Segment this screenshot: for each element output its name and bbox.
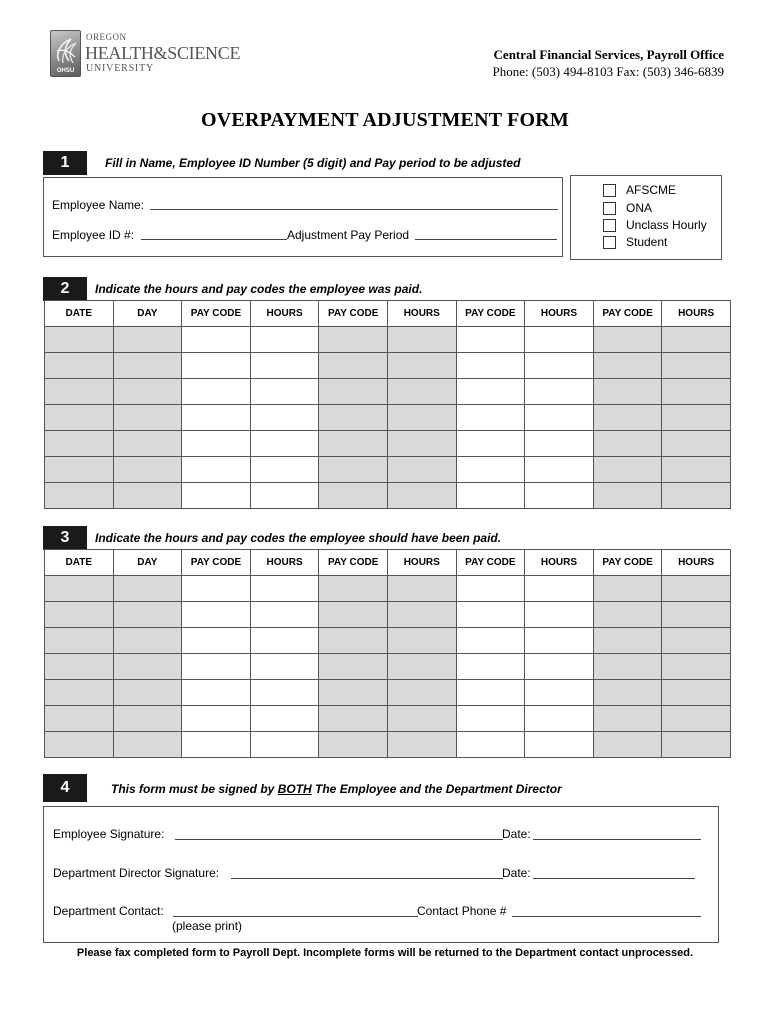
table-cell[interactable]	[662, 379, 731, 405]
table-cell[interactable]	[319, 327, 388, 353]
column-header: HOURS	[525, 550, 594, 576]
contact-phone-label: Contact Phone #	[417, 904, 507, 918]
paid-hours-table	[44, 300, 731, 509]
table-cell[interactable]	[662, 602, 731, 628]
table-cell[interactable]	[593, 654, 662, 680]
table-cell[interactable]	[319, 353, 388, 379]
director-signature-field[interactable]	[231, 878, 503, 879]
table-cell[interactable]	[182, 706, 251, 732]
checkbox-student[interactable]	[603, 236, 616, 249]
department-contact-label: Department Contact:	[53, 904, 164, 918]
table-cell[interactable]	[45, 706, 114, 732]
table-cell[interactable]	[525, 379, 594, 405]
logo-oregon: OREGON	[86, 32, 127, 42]
should-have-paid-table	[44, 549, 731, 758]
section-2-instruction: Indicate the hours and pay codes the employee was paid.	[95, 282, 423, 296]
table-cell[interactable]	[525, 405, 594, 431]
table-cell[interactable]	[182, 732, 251, 758]
table-cell[interactable]	[182, 379, 251, 405]
employee-name-field[interactable]	[150, 209, 558, 210]
table-cell[interactable]	[387, 628, 456, 654]
section-4-badge: 4	[43, 774, 87, 802]
employee-id-label: Employee ID #:	[52, 228, 135, 242]
table-cell[interactable]	[250, 457, 319, 483]
table-cell[interactable]	[113, 405, 182, 431]
table-cell[interactable]	[45, 457, 114, 483]
table-cell[interactable]	[319, 576, 388, 602]
table-cell[interactable]	[456, 706, 525, 732]
table-cell[interactable]	[456, 353, 525, 379]
employee-date-field[interactable]	[533, 839, 701, 840]
table-cell[interactable]	[45, 654, 114, 680]
table-cell[interactable]	[387, 576, 456, 602]
column-header: DATE	[45, 301, 114, 327]
table-cell[interactable]	[182, 405, 251, 431]
logo-mark-text: OHSU	[56, 68, 75, 74]
table-cell[interactable]	[456, 405, 525, 431]
table-cell[interactable]	[456, 576, 525, 602]
table-cell[interactable]	[319, 628, 388, 654]
table-cell[interactable]	[113, 654, 182, 680]
table-cell[interactable]	[250, 732, 319, 758]
table-row	[45, 353, 731, 379]
table-cell[interactable]	[593, 431, 662, 457]
table-cell[interactable]	[182, 353, 251, 379]
employee-date-label: Date:	[502, 827, 531, 841]
table-row	[45, 706, 731, 732]
column-header: HOURS	[387, 550, 456, 576]
table-cell[interactable]	[525, 732, 594, 758]
table-cell[interactable]	[113, 431, 182, 457]
table-cell[interactable]	[45, 628, 114, 654]
table-cell[interactable]	[525, 706, 594, 732]
table-cell[interactable]	[456, 628, 525, 654]
table-cell[interactable]	[319, 680, 388, 706]
table-cell[interactable]	[45, 576, 114, 602]
table-cell[interactable]	[525, 628, 594, 654]
table-cell[interactable]	[387, 457, 456, 483]
contact-phone-field[interactable]	[512, 916, 701, 917]
table-cell[interactable]	[525, 327, 594, 353]
table-cell[interactable]	[113, 483, 182, 509]
union-label: Student	[626, 235, 668, 249]
table-row	[45, 732, 731, 758]
table-cell[interactable]	[45, 732, 114, 758]
table-cell[interactable]	[662, 706, 731, 732]
column-header: HOURS	[387, 301, 456, 327]
table-cell[interactable]	[113, 732, 182, 758]
column-header: PAY CODE	[182, 301, 251, 327]
table-cell[interactable]	[456, 732, 525, 758]
employee-signature-field[interactable]	[175, 839, 503, 840]
table-row	[45, 483, 731, 509]
employee-id-field[interactable]	[141, 239, 287, 240]
table-cell[interactable]	[593, 353, 662, 379]
table-cell[interactable]	[662, 680, 731, 706]
table-cell[interactable]	[662, 431, 731, 457]
table-cell[interactable]	[182, 327, 251, 353]
table-cell[interactable]	[319, 654, 388, 680]
table-cell[interactable]	[45, 602, 114, 628]
table-cell[interactable]	[387, 706, 456, 732]
union-option[interactable]	[603, 201, 721, 217]
table-cell[interactable]	[525, 680, 594, 706]
table-cell[interactable]	[593, 602, 662, 628]
table-header-row	[45, 301, 731, 327]
table-cell[interactable]	[250, 680, 319, 706]
column-header: PAY CODE	[182, 550, 251, 576]
table-row	[45, 405, 731, 431]
instruction-text: This form must be signed by	[111, 782, 278, 796]
checkbox-unclass-hourly[interactable]	[603, 219, 616, 232]
table-cell[interactable]	[662, 353, 731, 379]
section-2-badge: 2	[43, 277, 87, 301]
department-contact-field[interactable]	[173, 916, 418, 917]
table-cell[interactable]	[387, 379, 456, 405]
column-header: HOURS	[250, 550, 319, 576]
table-cell[interactable]	[662, 405, 731, 431]
table-cell[interactable]	[250, 405, 319, 431]
table-cell[interactable]	[593, 732, 662, 758]
ohsu-logo	[50, 30, 250, 80]
table-cell[interactable]	[113, 379, 182, 405]
table-cell[interactable]	[387, 353, 456, 379]
table-cell[interactable]	[525, 483, 594, 509]
table-cell[interactable]	[456, 379, 525, 405]
signature-box	[43, 806, 719, 943]
column-header: DAY	[113, 550, 182, 576]
table-row	[45, 457, 731, 483]
section-3-badge: 3	[43, 526, 87, 550]
table-cell[interactable]	[113, 353, 182, 379]
table-cell[interactable]	[593, 706, 662, 732]
union-option[interactable]	[603, 218, 721, 234]
table-cell[interactable]	[250, 706, 319, 732]
logo-university: UNIVERSITY	[86, 63, 154, 74]
table-cell[interactable]	[456, 602, 525, 628]
table-cell[interactable]	[662, 576, 731, 602]
director-signature-label: Department Director Signature:	[53, 866, 220, 880]
instruction-emphasis: BOTH	[277, 782, 312, 796]
table-cell[interactable]	[319, 405, 388, 431]
should-have-paid-body	[45, 576, 731, 758]
table-cell[interactable]	[113, 628, 182, 654]
table-cell[interactable]	[319, 431, 388, 457]
table-cell[interactable]	[456, 654, 525, 680]
table-cell[interactable]	[387, 405, 456, 431]
table-cell[interactable]	[593, 379, 662, 405]
table-row	[45, 654, 731, 680]
table-cell[interactable]	[182, 483, 251, 509]
table-cell[interactable]	[525, 654, 594, 680]
table-cell[interactable]	[662, 327, 731, 353]
table-cell[interactable]	[319, 706, 388, 732]
column-header: PAY CODE	[593, 550, 662, 576]
table-row	[45, 327, 731, 353]
table-cell[interactable]	[182, 680, 251, 706]
table-cell[interactable]	[182, 457, 251, 483]
table-cell[interactable]	[456, 431, 525, 457]
office-name: Central Financial Services, Payroll Office	[493, 47, 724, 62]
instruction-text: The Employee and the Department Director	[311, 782, 562, 796]
table-cell[interactable]	[319, 457, 388, 483]
ohsu-emblem-icon	[50, 30, 81, 77]
table-cell[interactable]	[113, 457, 182, 483]
pay-period-label: Adjustment Pay Period	[287, 228, 410, 242]
column-header: PAY CODE	[456, 550, 525, 576]
table-header-row	[45, 550, 731, 576]
table-cell[interactable]	[662, 732, 731, 758]
column-header: DATE	[45, 550, 114, 576]
table-cell[interactable]	[525, 353, 594, 379]
table-cell[interactable]	[250, 327, 319, 353]
employee-name-label: Employee Name:	[52, 198, 145, 212]
table-cell[interactable]	[45, 405, 114, 431]
table-cell[interactable]	[593, 628, 662, 654]
column-header: HOURS	[525, 301, 594, 327]
column-header: HOURS	[250, 301, 319, 327]
table-cell[interactable]	[593, 327, 662, 353]
table-cell[interactable]	[182, 628, 251, 654]
column-header: PAY CODE	[593, 301, 662, 327]
column-header: HOURS	[662, 301, 731, 327]
table-cell[interactable]	[456, 483, 525, 509]
employee-signature-label: Employee Signature:	[53, 827, 165, 841]
table-cell[interactable]	[250, 654, 319, 680]
table-cell[interactable]	[319, 379, 388, 405]
paid-hours-body	[45, 327, 731, 509]
table-cell[interactable]	[387, 602, 456, 628]
checkbox-afscme[interactable]	[603, 184, 616, 197]
table-cell[interactable]	[113, 327, 182, 353]
table-row	[45, 680, 731, 706]
table-cell[interactable]	[525, 576, 594, 602]
union-option[interactable]	[603, 183, 721, 199]
table-cell[interactable]	[662, 457, 731, 483]
table-cell[interactable]	[593, 576, 662, 602]
table-cell[interactable]	[45, 327, 114, 353]
union-option[interactable]	[603, 235, 721, 251]
table-cell[interactable]	[319, 732, 388, 758]
table-cell[interactable]	[250, 602, 319, 628]
footer-note: Please fax completed form to Payroll Dept. Incomplete forms will be returned to the Department contact unprocessed.	[76, 947, 694, 959]
table-cell[interactable]	[456, 680, 525, 706]
table-cell[interactable]	[593, 483, 662, 509]
table-cell[interactable]	[525, 602, 594, 628]
table-cell[interactable]	[662, 628, 731, 654]
table-cell[interactable]	[250, 483, 319, 509]
column-header: PAY CODE	[319, 550, 388, 576]
table-cell[interactable]	[182, 602, 251, 628]
table-cell[interactable]	[319, 483, 388, 509]
checkbox-ona[interactable]	[603, 202, 616, 215]
table-cell[interactable]	[456, 457, 525, 483]
table-cell[interactable]	[182, 431, 251, 457]
table-cell[interactable]	[45, 483, 114, 509]
section-1-instruction: Fill in Name, Employee ID Number (5 digit) and Pay period to be adjusted	[105, 156, 521, 170]
table-cell[interactable]	[662, 483, 731, 509]
table-cell[interactable]	[525, 431, 594, 457]
column-header: PAY CODE	[456, 301, 525, 327]
please-print-note: (please print)	[172, 919, 243, 933]
table-row	[45, 628, 731, 654]
table-cell[interactable]	[113, 706, 182, 732]
table-cell[interactable]	[387, 431, 456, 457]
table-cell[interactable]	[45, 680, 114, 706]
table-row	[45, 379, 731, 405]
section-1-badge: 1	[43, 151, 87, 175]
table-cell[interactable]	[250, 379, 319, 405]
column-header: HOURS	[662, 550, 731, 576]
column-header: PAY CODE	[319, 301, 388, 327]
table-cell[interactable]	[45, 379, 114, 405]
page-title: OVERPAYMENT ADJUSTMENT FORM	[200, 109, 570, 131]
table-cell[interactable]	[387, 483, 456, 509]
table-cell[interactable]	[456, 327, 525, 353]
table-cell[interactable]	[250, 353, 319, 379]
table-cell[interactable]	[182, 576, 251, 602]
table-cell[interactable]	[387, 732, 456, 758]
column-header: DAY	[113, 301, 182, 327]
table-row	[45, 431, 731, 457]
table-cell[interactable]	[250, 576, 319, 602]
pay-period-field[interactable]	[415, 239, 557, 240]
table-cell[interactable]	[113, 680, 182, 706]
section-3-instruction: Indicate the hours and pay codes the employee should have been paid.	[95, 531, 502, 545]
table-cell[interactable]	[113, 602, 182, 628]
table-row	[45, 602, 731, 628]
section-4-instruction	[111, 782, 562, 796]
director-date-label: Date:	[502, 866, 531, 880]
table-cell[interactable]	[662, 654, 731, 680]
table-cell[interactable]	[250, 431, 319, 457]
employee-info-box	[43, 177, 563, 257]
table-cell[interactable]	[45, 353, 114, 379]
logo-health-science: HEALTH&SCIENCE	[85, 43, 241, 63]
table-cell[interactable]	[593, 680, 662, 706]
union-classification-box	[570, 175, 722, 260]
office-phone: Phone: (503) 494-8103 Fax: (503) 346-6839	[492, 64, 724, 79]
director-date-field[interactable]	[533, 878, 695, 879]
table-cell[interactable]	[387, 327, 456, 353]
table-row	[45, 576, 731, 602]
union-label: Unclass Hourly	[626, 218, 707, 232]
table-cell[interactable]	[593, 405, 662, 431]
table-cell[interactable]	[319, 602, 388, 628]
table-cell[interactable]	[45, 431, 114, 457]
union-label: AFSCME	[626, 183, 677, 197]
table-cell[interactable]	[387, 680, 456, 706]
table-cell[interactable]	[113, 576, 182, 602]
table-cell[interactable]	[250, 628, 319, 654]
table-cell[interactable]	[387, 654, 456, 680]
table-cell[interactable]	[182, 654, 251, 680]
union-label: ONA	[626, 201, 653, 215]
table-cell[interactable]	[525, 457, 594, 483]
table-cell[interactable]	[593, 457, 662, 483]
